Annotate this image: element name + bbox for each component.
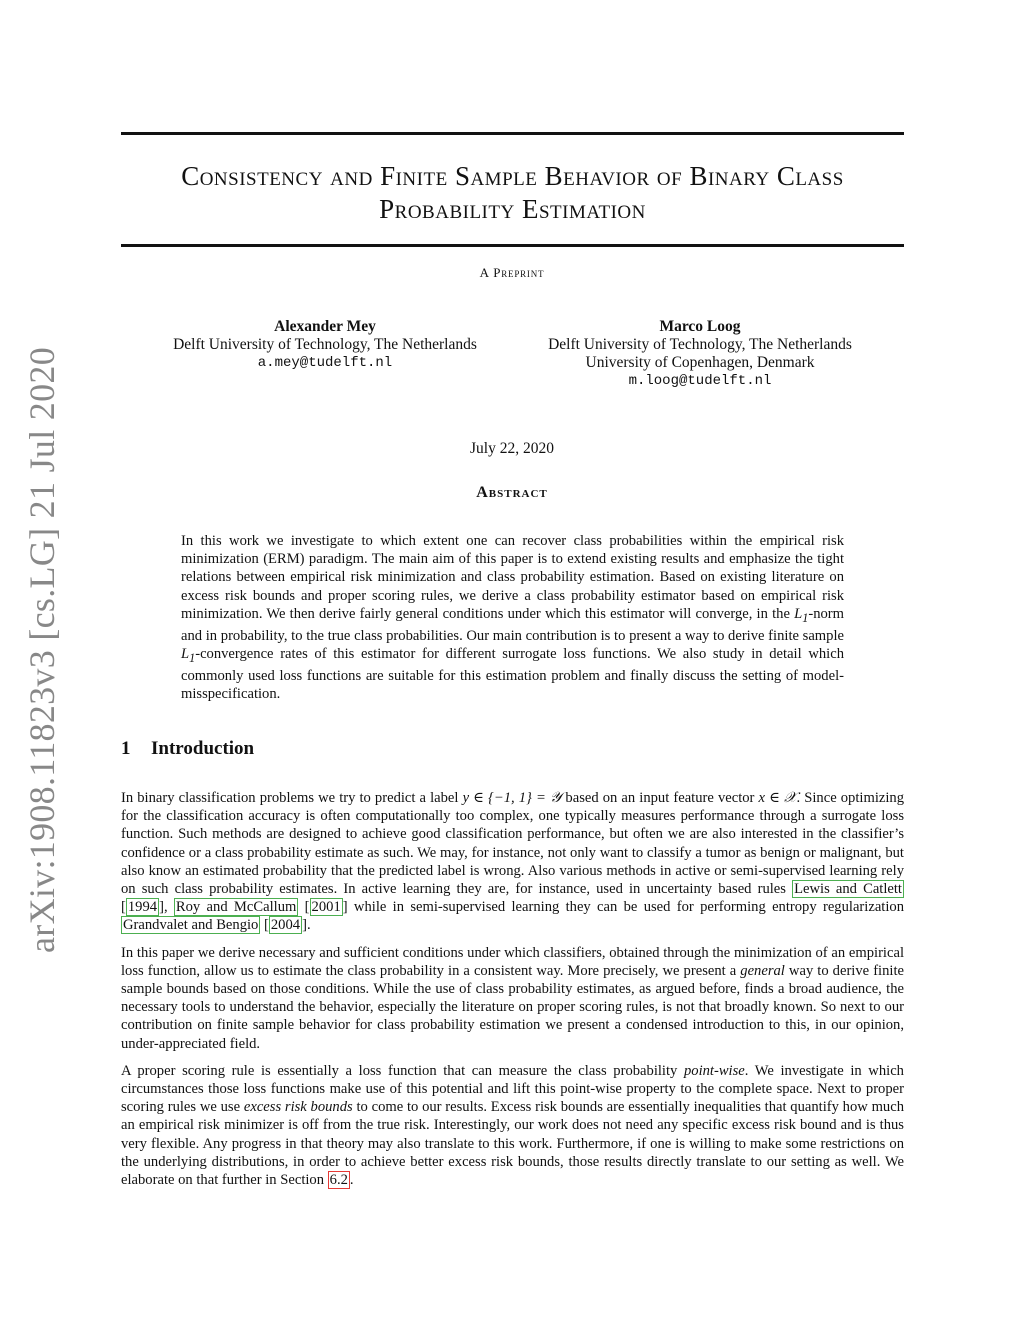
arxiv-identifier-stamp: arXiv:1908.11823v3 [cs.LG] 21 Jul 2020 bbox=[22, 347, 62, 953]
author-name: Alexander Mey bbox=[274, 318, 376, 335]
author-email[interactable]: a.mey@tudelft.nl bbox=[257, 355, 393, 371]
citation-link[interactable]: Lewis and Catlett bbox=[794, 881, 902, 898]
section-title: Introduction bbox=[151, 738, 255, 759]
feature-space-math: x ∈ 𝒳 bbox=[758, 790, 797, 806]
introduction-body bbox=[121, 789, 904, 1198]
abstract-body: In this work we investigate to which extent one can recover class probabilities within the empirical risk minimization (ERM) paradigm. The main aim of this paper is to extend existing results and emphasize the tight relations between empirical risk minimization and class probability estimation. Based on existing literature on excess risk bounds and proper scoring rules, we derive a class probability estimator based on empirical risk minimization. We then derive fairly general conditions under which this estimator will converge, in the $L_1$-norm and in probability, to the true class probabilities. Our main contribution is to present a way to derive finite sample $L_1$-convergence rates of this estimator for different surrogate loss functions. We also study in detail which commonly used loss functions are suitable for this estimation problem and finally discuss the setting of model-misspecification. bbox=[181, 533, 844, 703]
author-block-2 bbox=[525, 318, 875, 390]
paragraph: A proper scoring rule is essentially a loss function that can measure the class probability point-wise. We investigate in which circumstances those loss functions make use of this potential and lift this point-wise property to the complete space. Next to proper scoring rules we use excess risk bounds to come to our results. Excess risk bounds are essentially inequalities that quantify how much an empirical risk minimizer is off from the true risk. Interestingly, our work does not need any specific excess risk bound and is thus very flexible. Any progress in that theory may also translate to this work. Furthermore, if one is willing to make some restrictions on the underlying distributions, in order to achieve better excess risk bounds, those results directly translate to our setting as well. We elaborate on that further in Section 6.2 . bbox=[121, 1062, 904, 1189]
citation-year-link[interactable]: 1994 bbox=[127, 899, 158, 916]
paper-title: Consistency and Finite Sample Behavior of Binary Class Probability Estimation bbox=[181, 161, 844, 224]
title-top-rule bbox=[121, 132, 904, 135]
author-block-1 bbox=[150, 318, 500, 372]
author-email[interactable]: m.loog@tudelft.nl bbox=[628, 373, 772, 389]
citation-link[interactable]: Roy and McCallum bbox=[175, 899, 297, 916]
author-affiliation: Delft University of Technology, The Netherlands bbox=[548, 336, 852, 353]
author-affiliation: University of Copenhagen, Denmark bbox=[585, 354, 815, 371]
publication-date: July 22, 2020 bbox=[470, 440, 554, 457]
title-bottom-rule bbox=[121, 244, 904, 247]
citation-year-link[interactable]: 2004 bbox=[270, 917, 301, 934]
section-reference-link[interactable]: 6.2 bbox=[329, 1172, 348, 1189]
citation-year-link[interactable]: 2001 bbox=[311, 899, 341, 916]
author-name: Marco Loog bbox=[659, 318, 741, 335]
section-heading-introduction bbox=[121, 738, 254, 760]
citation-link[interactable]: Grandvalet and Bengio bbox=[123, 917, 259, 934]
paragraph: In binary classification problems we try to predict a label y ∈ {−1, 1} = 𝒴 based on an input feature vector x ∈ 𝒳. Since optimizing for the classification accuracy is often computationally too complex, one typically measures performance through a surrogate loss function. Such methods are designed to achieve good classification performance, but often we are also interested in the classifier’s confidence or a class probability estimate as such. We may, for instance, not only want to classify a tumor as benign or malignant, but also know an estimated probability that the predicted label is wrong. Also various methods in active or semi-supervised learning rely on such class probability estimates. In active learning they are, for instance, used in uncertainty based rules Lewis and Catlett [ 1994 ], Roy and McCallum [ 2001 ] while in semi-supervised learning they can be used for performing entropy regularization Grandvalet and Bengio [ 2004 ]. bbox=[121, 790, 904, 934]
paragraph: In this paper we derive necessary and sufficient conditions under which classifiers, obtained through the minimization of an empirical loss function, allow us to estimate the class probability in a consistent way. More precisely, we present a general way to derive finite sample bounds based on those conditions. While the use of class probability estimates, as argued before, finds a broad audience, the necessary tools to understand the behavior, especially the literature on proper scoring rules, is not that broadly known. So next to our contribution on finite sample behavior for class probability estimation we present a condensed introduction to this, in our opinion, under-appreciated field. bbox=[121, 944, 904, 1052]
l1-norm-symbol: $L_1$ bbox=[794, 605, 809, 625]
preprint-label: A Preprint bbox=[479, 265, 545, 280]
label-space-math: y ∈ {−1, 1} = 𝒴 bbox=[462, 790, 562, 806]
l1-convergence-symbol: $L_1$ bbox=[181, 646, 196, 666]
abstract-heading: Abstract bbox=[476, 484, 548, 501]
section-number: 1 bbox=[121, 738, 131, 759]
author-affiliation: Delft University of Technology, The Netherlands bbox=[173, 336, 477, 353]
